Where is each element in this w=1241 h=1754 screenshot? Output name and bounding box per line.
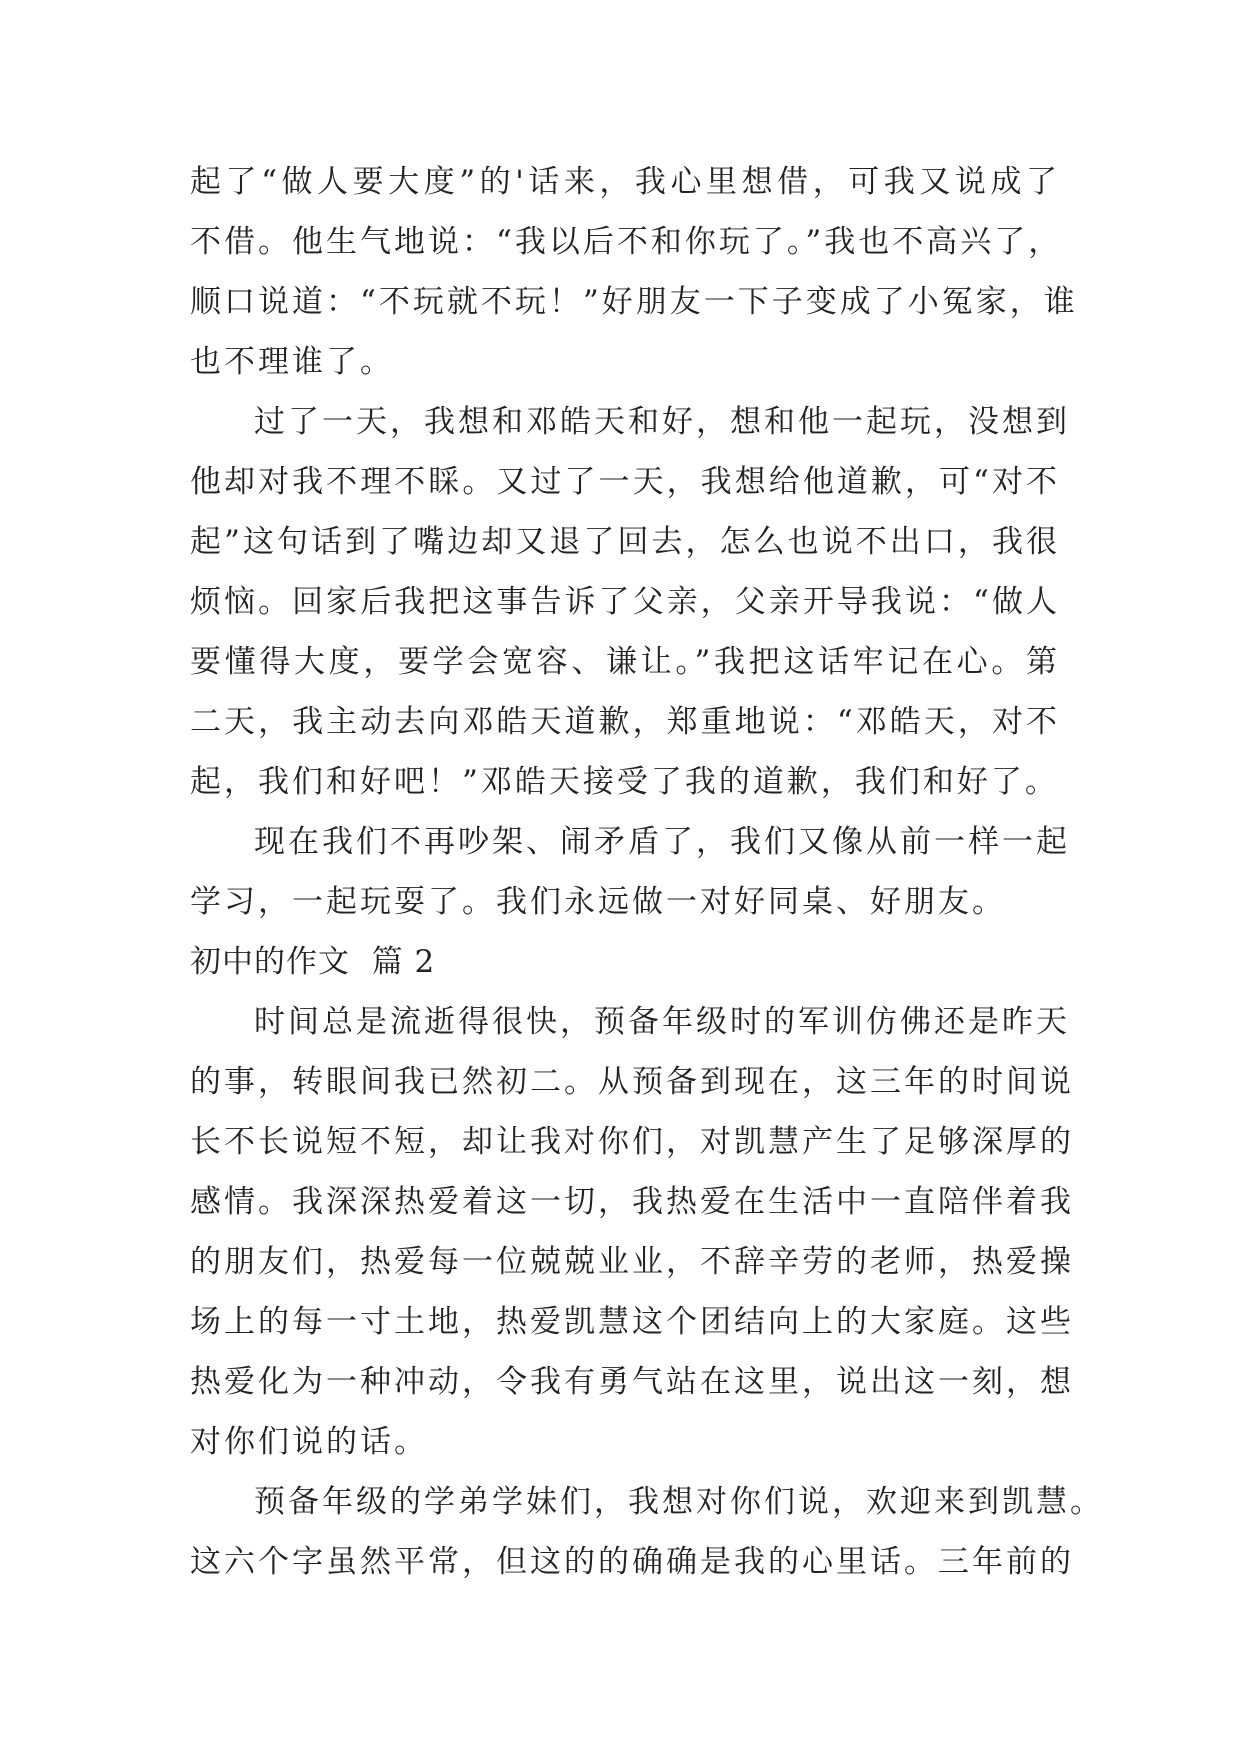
paragraph: [190, 1472, 1104, 1592]
text-line: 对你们说的话。: [190, 1424, 428, 1460]
text-line: 预备年级的学弟学妹们，我想对你们说，欢迎来到凯慧。: [254, 1484, 1104, 1520]
text-line: 二天，我主动去向邓皓天道歉，郑重地说：“邓皓天，对不: [190, 704, 1060, 740]
paragraph: [190, 392, 1070, 812]
text-line: 学习，一起玩耍了。我们永远做一对好同桌、好朋友。: [190, 884, 1006, 920]
text-line: 起”这句话到了嘴边却又退了回去，怎么也说不出口，我很: [190, 524, 1060, 560]
text-line: 他却对我不理不睬。又过了一天，我想给他道歉，可“对不: [190, 464, 1060, 500]
text-line: 起，我们和好吧！”邓皓天接受了我的道歉，我们和好了。: [190, 764, 1059, 800]
text-line: 顺口说道：“不玩就不玩！”好朋友一下子变成了小冤家，谁: [190, 284, 1078, 320]
text-line: 的朋友们，热爱每一位兢兢业业，不辞辛劳的老师，热爱操: [190, 1244, 1074, 1280]
text-line: 感情。我深深热爱着这一切，我热爱在生活中一直陪伴着我: [190, 1184, 1074, 1220]
text-line: 起了“做人要大度”的'话来，我心里想借，可我又说成了: [190, 164, 1060, 200]
text-line: 过了一天，我想和邓皓天和好，想和他一起玩，没想到: [254, 404, 1070, 440]
document-body: [190, 152, 1104, 1592]
text-line: 长不长说短不短，却让我对你们，对凯慧产生了足够深厚的: [190, 1124, 1074, 1160]
section-heading: 初中的作文 篇 2: [190, 944, 436, 980]
paragraph: [190, 992, 1074, 1472]
paragraph: [190, 812, 1070, 932]
text-line: 时间总是流逝得很快，预备年级时的军训仿佛还是昨天: [254, 1004, 1070, 1040]
text-line: 不借。他生气地说：“我以后不和你玩了。”我也不高兴了，: [190, 224, 1063, 260]
text-line: 热爱化为一种冲动，令我有勇气站在这里，说出这一刻，想: [190, 1364, 1074, 1400]
text-line: 这六个字虽然平常，但这的的确确是我的心里话。三年前的: [190, 1544, 1074, 1580]
text-line: 也不理谁了。: [190, 344, 394, 380]
text-line: 的事，转眼间我已然初二。从预备到现在，这三年的时间说: [190, 1064, 1074, 1100]
text-line: 烦恼。回家后我把这事告诉了父亲，父亲开导我说：“做人: [190, 584, 1060, 620]
paragraph: [190, 152, 1078, 392]
text-line: 现在我们不再吵架、闹矛盾了，我们又像从前一样一起: [254, 824, 1070, 860]
text-line: 场上的每一寸土地，热爱凯慧这个团结向上的大家庭。这些: [190, 1304, 1074, 1340]
text-line: 要懂得大度，要学会宽容、谦让。”我把这话牢记在心。第: [190, 644, 1060, 680]
